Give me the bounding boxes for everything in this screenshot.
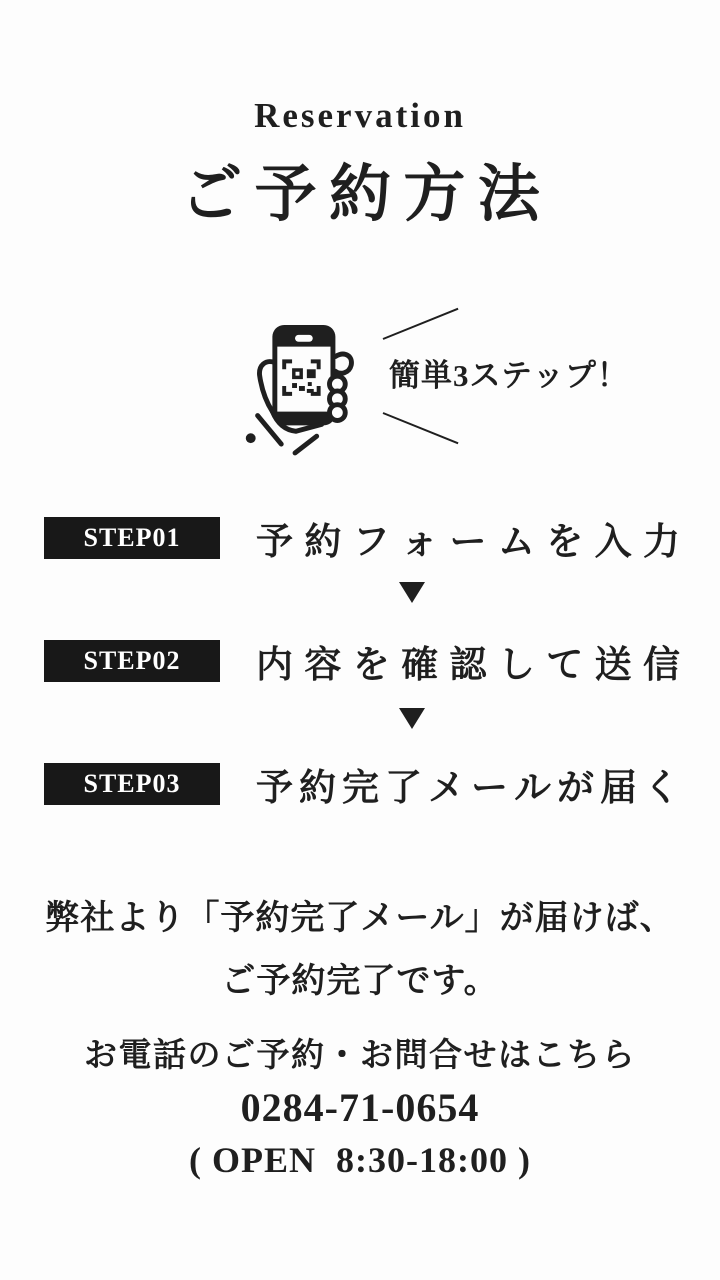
step3-badge: STEP03 (44, 763, 220, 805)
emphasis-line-bottom (383, 412, 459, 444)
step3-label: 予 約 完 了 メ ー ル が 届 く (256, 768, 680, 809)
eyebrow-label: Reservation (254, 96, 466, 135)
phone-contact-label: お電話のご予約・お問合せはこちら (84, 1038, 636, 1074)
open-hours: ( OPEN 8:30-18:00 ) (189, 1140, 531, 1180)
down-arrow-icon (399, 708, 425, 729)
emphasis-line-top (383, 308, 459, 340)
step2-label: 内 容 を 確 認 し て 送 信 (256, 645, 680, 686)
completion-note-line1: 弊社より「予約完了メール」が届けば、 (45, 900, 675, 937)
completion-note-line2: ご予約完了です。 (221, 963, 499, 1000)
phone-qr-in-hand-icon (233, 313, 361, 461)
catchphrase: 簡単3ステップ！ (389, 358, 629, 393)
phone-number: 0284-71-0654 (240, 1085, 480, 1130)
page-title: ご予約方法 (180, 161, 553, 229)
down-arrow-icon (399, 582, 425, 603)
step2-badge: STEP02 (44, 640, 220, 682)
step1-badge: STEP01 (44, 517, 220, 559)
step1-label: 予 約 フ ォ ー ム を 入 力 (256, 522, 680, 563)
